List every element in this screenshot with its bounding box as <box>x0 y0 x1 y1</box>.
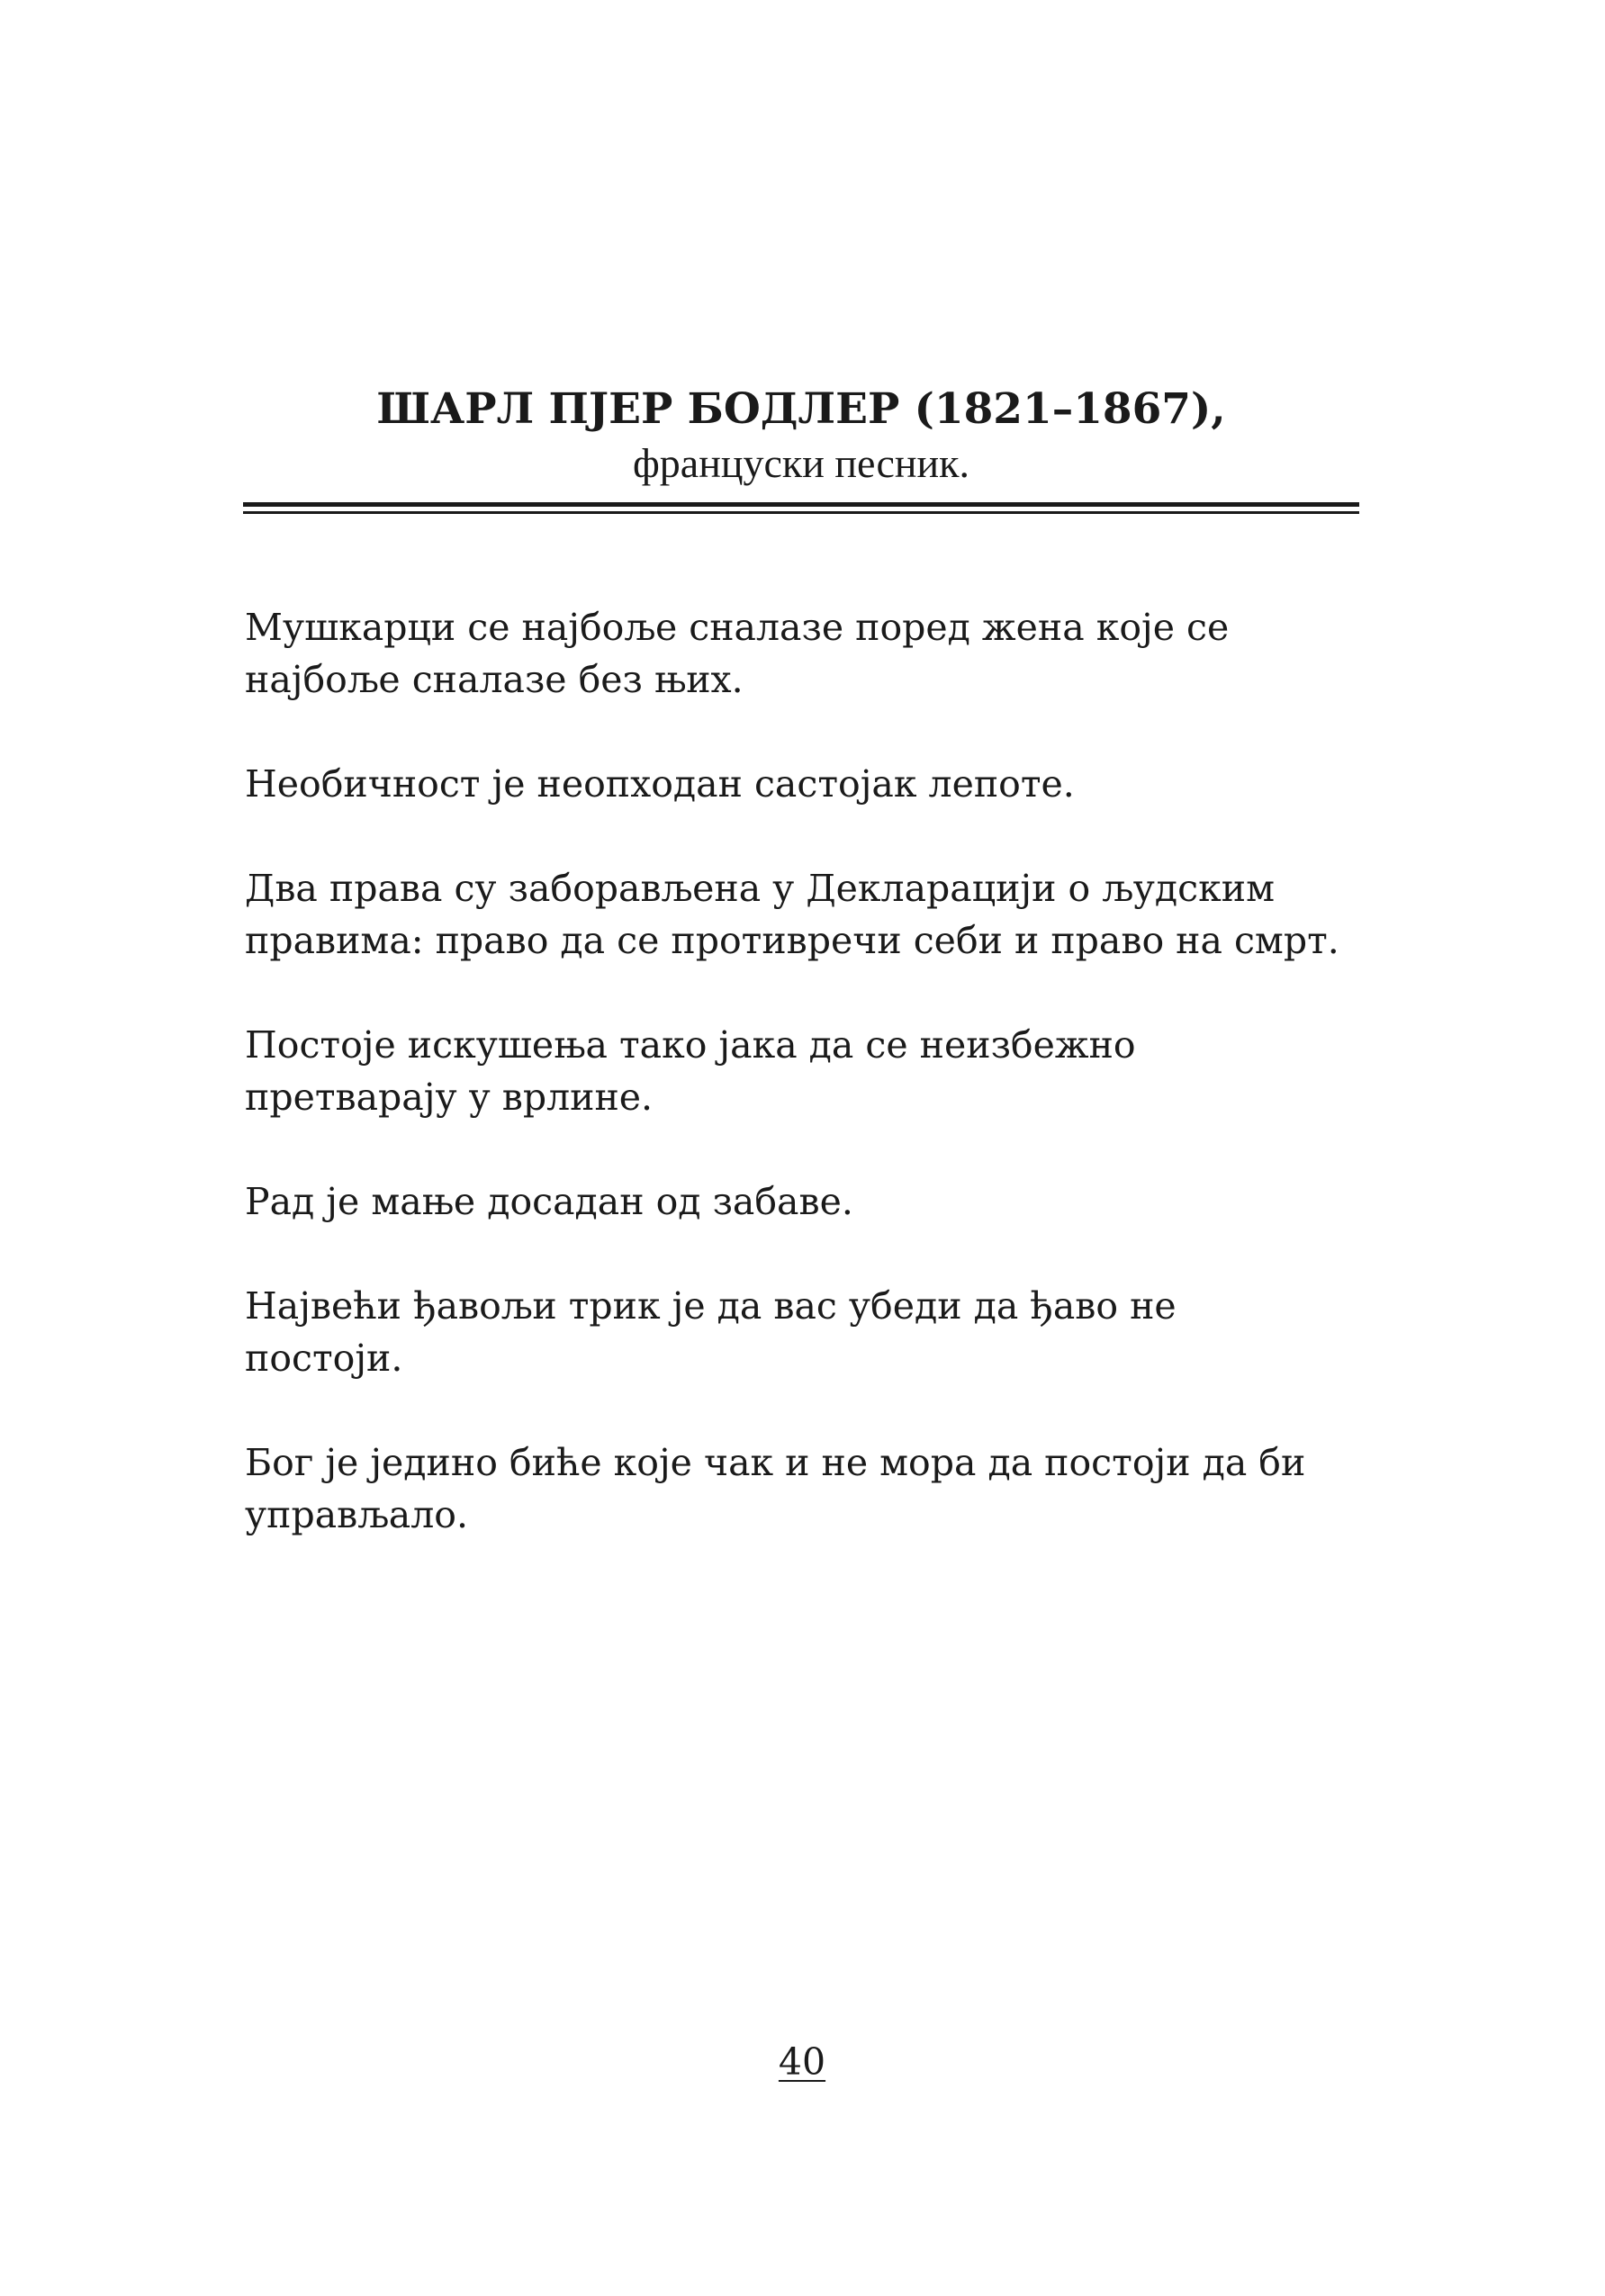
divider-thick-line <box>243 502 1359 507</box>
quote-line: најбоље сналазе без њих. <box>245 658 744 701</box>
quote-paragraph <box>245 758 1379 810</box>
author-title: ШАРЛ ПЈЕР БОДЛЕР (1821–1867), <box>376 384 1226 434</box>
quote-paragraph <box>245 601 1379 706</box>
quote-line: правима: право да се противречи себи и право на смрт. <box>245 919 1339 962</box>
quote-line: Постоје искушења тако јака да се неизбежно <box>245 1023 1136 1067</box>
quote-paragraph <box>245 1280 1379 1384</box>
quote-line: постоји. <box>245 1337 403 1380</box>
double-rule-divider <box>243 502 1359 515</box>
quote-paragraph <box>245 1175 1379 1228</box>
quote-paragraph <box>245 862 1379 967</box>
page-number <box>748 2039 856 2085</box>
quote-list <box>245 601 1379 1593</box>
quote-line: Необичност је неопходан састојак лепоте. <box>245 762 1075 806</box>
quote-line: Мушкарци се најбоље сналазе поред жена које се <box>245 606 1230 649</box>
quote-line: Рад је мање досадан од забаве. <box>245 1180 853 1223</box>
quote-line: Два права су заборављена у Декларацији о људским <box>245 867 1275 910</box>
quote-line: претварају у врлине. <box>245 1076 654 1119</box>
quote-paragraph <box>245 1436 1379 1541</box>
divider-thin-line <box>243 511 1359 514</box>
quote-line: Бог је једино биће које чак и не мора да постоји да би <box>245 1441 1306 1484</box>
page-header <box>243 383 1359 491</box>
quote-line: управљало. <box>245 1493 469 1536</box>
page-number-text: 40 <box>778 2040 826 2084</box>
author-description: француски песник. <box>632 440 970 486</box>
quote-line: Највећи ђавољи трик је да вас убеди да ђаво не <box>245 1284 1177 1328</box>
quote-paragraph <box>245 1019 1379 1123</box>
